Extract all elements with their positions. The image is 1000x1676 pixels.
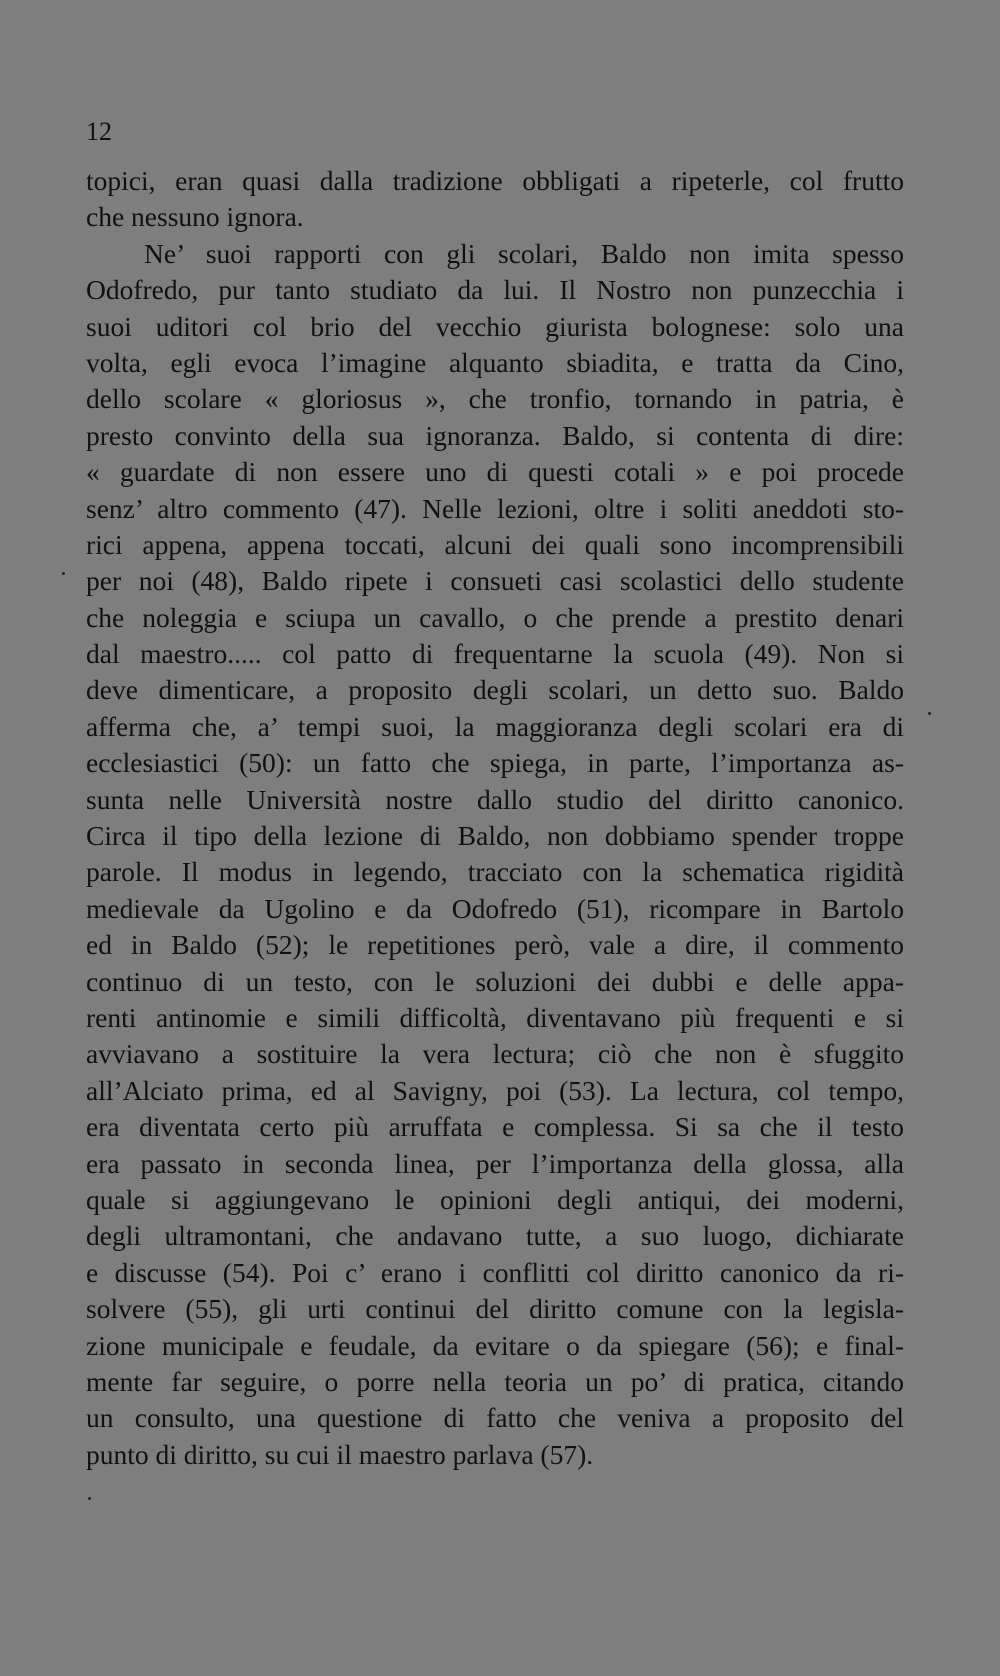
text-line: Circa il tipo della lezione di Baldo, non dobbiamo spender troppe — [86, 820, 904, 852]
text-line: senz’ altro commento (47). Nelle lezioni, oltre i soliti aneddoti sto- — [86, 492, 904, 524]
text-line: deve dimenticare, a proposito degli scolari, un detto suo. Baldo — [86, 674, 904, 706]
text-line: topici, eran quasi dalla tradizione obbligati a ripeterle, col frutto — [86, 165, 904, 196]
text-line: degli ultramontani, che andavano tutte, a suo luogo, dichiarate — [86, 1220, 904, 1252]
text-line: ed in Baldo (52); le repetitiones però, vale a dire, il commento — [86, 929, 904, 961]
text-line: e discusse (54). Poi c’ erano i conflitti col diritto canonico da ri- — [86, 1256, 904, 1288]
text-line: « guardate di non essere uno di questi cotali » e poi procede — [86, 456, 904, 488]
text-line: dello scolare « gloriosus », che tronfio, tornando in patria, è — [86, 383, 904, 415]
text-line: zione municipale e feudale, da evitare o da spiegare (56); e final- — [86, 1329, 904, 1361]
text-line: rici appena, appena toccati, alcuni dei quali sono incomprensibili — [86, 528, 904, 560]
text-line: era passato in seconda linea, per l’importanza della glossa, alla — [86, 1147, 904, 1179]
text-line: per noi (48), Baldo ripete i consueti casi scolastici dello studente — [86, 565, 904, 597]
text-line: parole. Il modus in legendo, tracciato con la schematica rigidità — [86, 856, 904, 888]
text-line: mente far seguire, o porre nella teoria un po’ di pratica, citando — [86, 1365, 904, 1397]
body-text — [86, 163, 904, 1473]
text-line: un consulto, una questione di fatto che veniva a proposito del — [86, 1402, 904, 1434]
scan-speck — [62, 572, 65, 575]
text-line: renti antinomie e simili difficoltà, diventavano più frequenti e si — [86, 1001, 904, 1033]
text-line: che noleggia e sciupa un cavallo, o che prende a prestito denari — [86, 601, 904, 633]
text-line: solvere (55), gli urti continui del diritto comune con la legisla- — [86, 1293, 904, 1325]
text-line: avviavano a sostituire la vera lectura; ciò che non è sfuggito — [86, 1038, 904, 1070]
text-line: era diventata certo più arruffata e complessa. Si sa che il testo — [86, 1111, 904, 1143]
scan-speck — [88, 1497, 91, 1500]
text-line: Odofredo, pur tanto studiato da lui. Il Nostro non punzecchia i — [86, 274, 904, 306]
text-line: continuo di un testo, con le soluzioni dei dubbi e delle appa- — [86, 965, 904, 997]
text-line: suoi uditori col brio del vecchio giurista bolognese: solo una — [86, 310, 904, 342]
text-line: medievale da Ugolino e da Odofredo (51), ricompare in Bartolo — [86, 892, 904, 924]
text-line: afferma che, a’ tempi suoi, la maggioranza degli scolari era di — [86, 710, 904, 742]
text-line: ecclesiastici (50): un fatto che spiega, in parte, l’importanza as- — [86, 747, 904, 779]
text-line: dal maestro..... col patto di frequentarne la scuola (49). Non si — [86, 638, 904, 670]
text-line: volta, egli evoca l’imagine alquanto sbiadita, e tratta da Cino, — [86, 346, 904, 378]
text-line: presto convinto della sua ignoranza. Baldo, si contenta di dire: — [86, 419, 904, 451]
text-line: quale si aggiungevano le opinioni degli antiqui, dei moderni, — [86, 1183, 904, 1215]
text-line: sunta nelle Università nostre dallo studio del diritto canonico. — [86, 783, 904, 815]
scan-speck — [928, 712, 931, 715]
text-line: punto di diritto, su cui il maestro parlava (57). — [86, 1438, 594, 1470]
text-line: che nessuno ignora. — [86, 201, 304, 233]
page-number: 12 — [86, 117, 112, 146]
text-line: Ne’ suoi rapporti con gli scolari, Baldo non imita spesso — [144, 237, 904, 269]
text-line: all’Alciato prima, ed al Savigny, poi (53). La lectura, col tempo, — [86, 1074, 904, 1106]
